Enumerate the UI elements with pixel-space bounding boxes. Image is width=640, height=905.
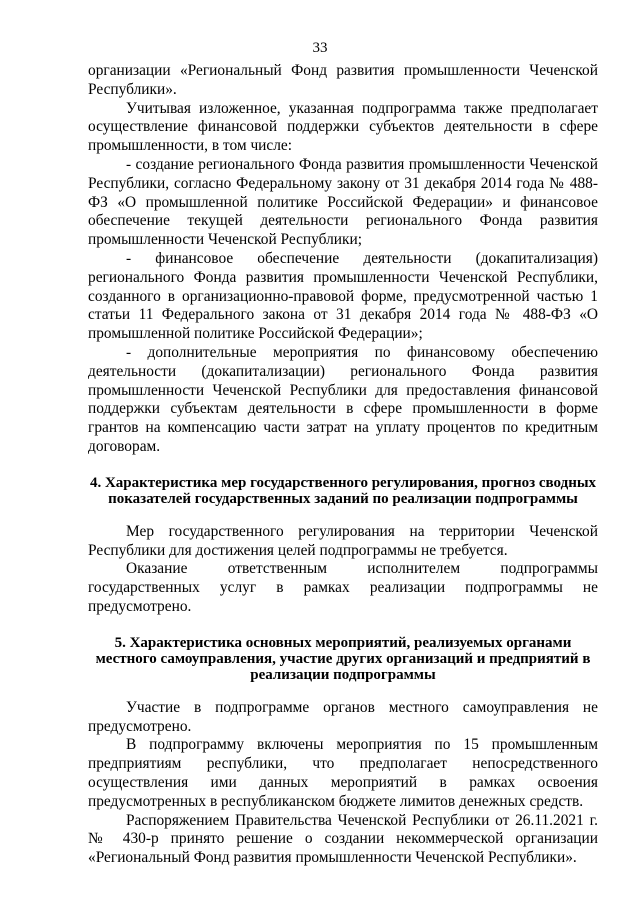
paragraph: Оказание ответственным исполнителем подпрограммы государственных услуг в рамках реализации подпрограммы не предусмотрено. <box>88 560 598 615</box>
section-4-heading: 4. Характеристика мер государственного регулирования, прогноз сводных показателей государственных заданий по реализации подпрограммы <box>89 474 597 507</box>
paragraph: организации «Региональный Фонд развития промышленности Чеченской Республики». <box>88 62 598 98</box>
list-item: - дополнительные мероприятия по финансовому обеспечению деятельности (докапитализации) регионального Фонда развития промышленности Чеченской Республики для предоставления финансовой поддержки субъектам деятельности в сфере промышленности в форме грантов на компенсацию части затрат на уплату процентов по кредитным договорам. <box>88 343 598 455</box>
paragraph: Распоряжением Правительства Чеченской Республики от 26.11.2021 г. № 430-р принято решение о создании некоммерческой организации «Региональный Фонд развития промышленности Чеченской Республики». <box>88 811 598 867</box>
paragraph: В подпрограмму включены мероприятия по 15 промышленным предприятиям республики, что предполагает непосредственного осуществления ими данных мероприятий в рамках освоения предусмотренных в республиканском бюджете лимитов денежных средств. <box>88 736 598 810</box>
page-number: 33 <box>312 40 328 56</box>
document-body <box>88 62 598 868</box>
paragraph: Участие в подпрограмме органов местного самоуправления не предусмотрено. <box>88 698 598 735</box>
section-5-heading: 5. Характеристика основных мероприятий, реализуемых органами местного самоуправления, участие других организаций и предприятий в реализации подпрограммы <box>95 634 591 683</box>
list-item: - создание регионального Фонда развития промышленности Чеченской Республики, согласно Федеральному закону от 31 декабря 2014 года № 488-ФЗ «О промышленной политике Российской Федерации» и финансовое обеспечение текущей деятельности регионального Фонда развития промышленности Чеченской Республики; <box>88 155 598 249</box>
paragraph: Учитывая изложенное, указанная подпрограмма также предполагает осуществление финансовой поддержки субъектов деятельности в сфере промышленности, в том числе: <box>88 99 598 155</box>
list-item: - финансовое обеспечение деятельности (докапитализация) регионального Фонда развития промышленности Чеченской Республики, созданного в организационно-правовой форме, предусмотренной частью 1 статьи 11 Федерального закона от 31 декабря 2014 года № 488-ФЗ «О промышленной политике Российской Федерации»; <box>88 249 598 343</box>
paragraph: Мер государственного регулирования на территории Чеченской Республики для достижения целей подпрограммы не требуется. <box>88 522 598 559</box>
